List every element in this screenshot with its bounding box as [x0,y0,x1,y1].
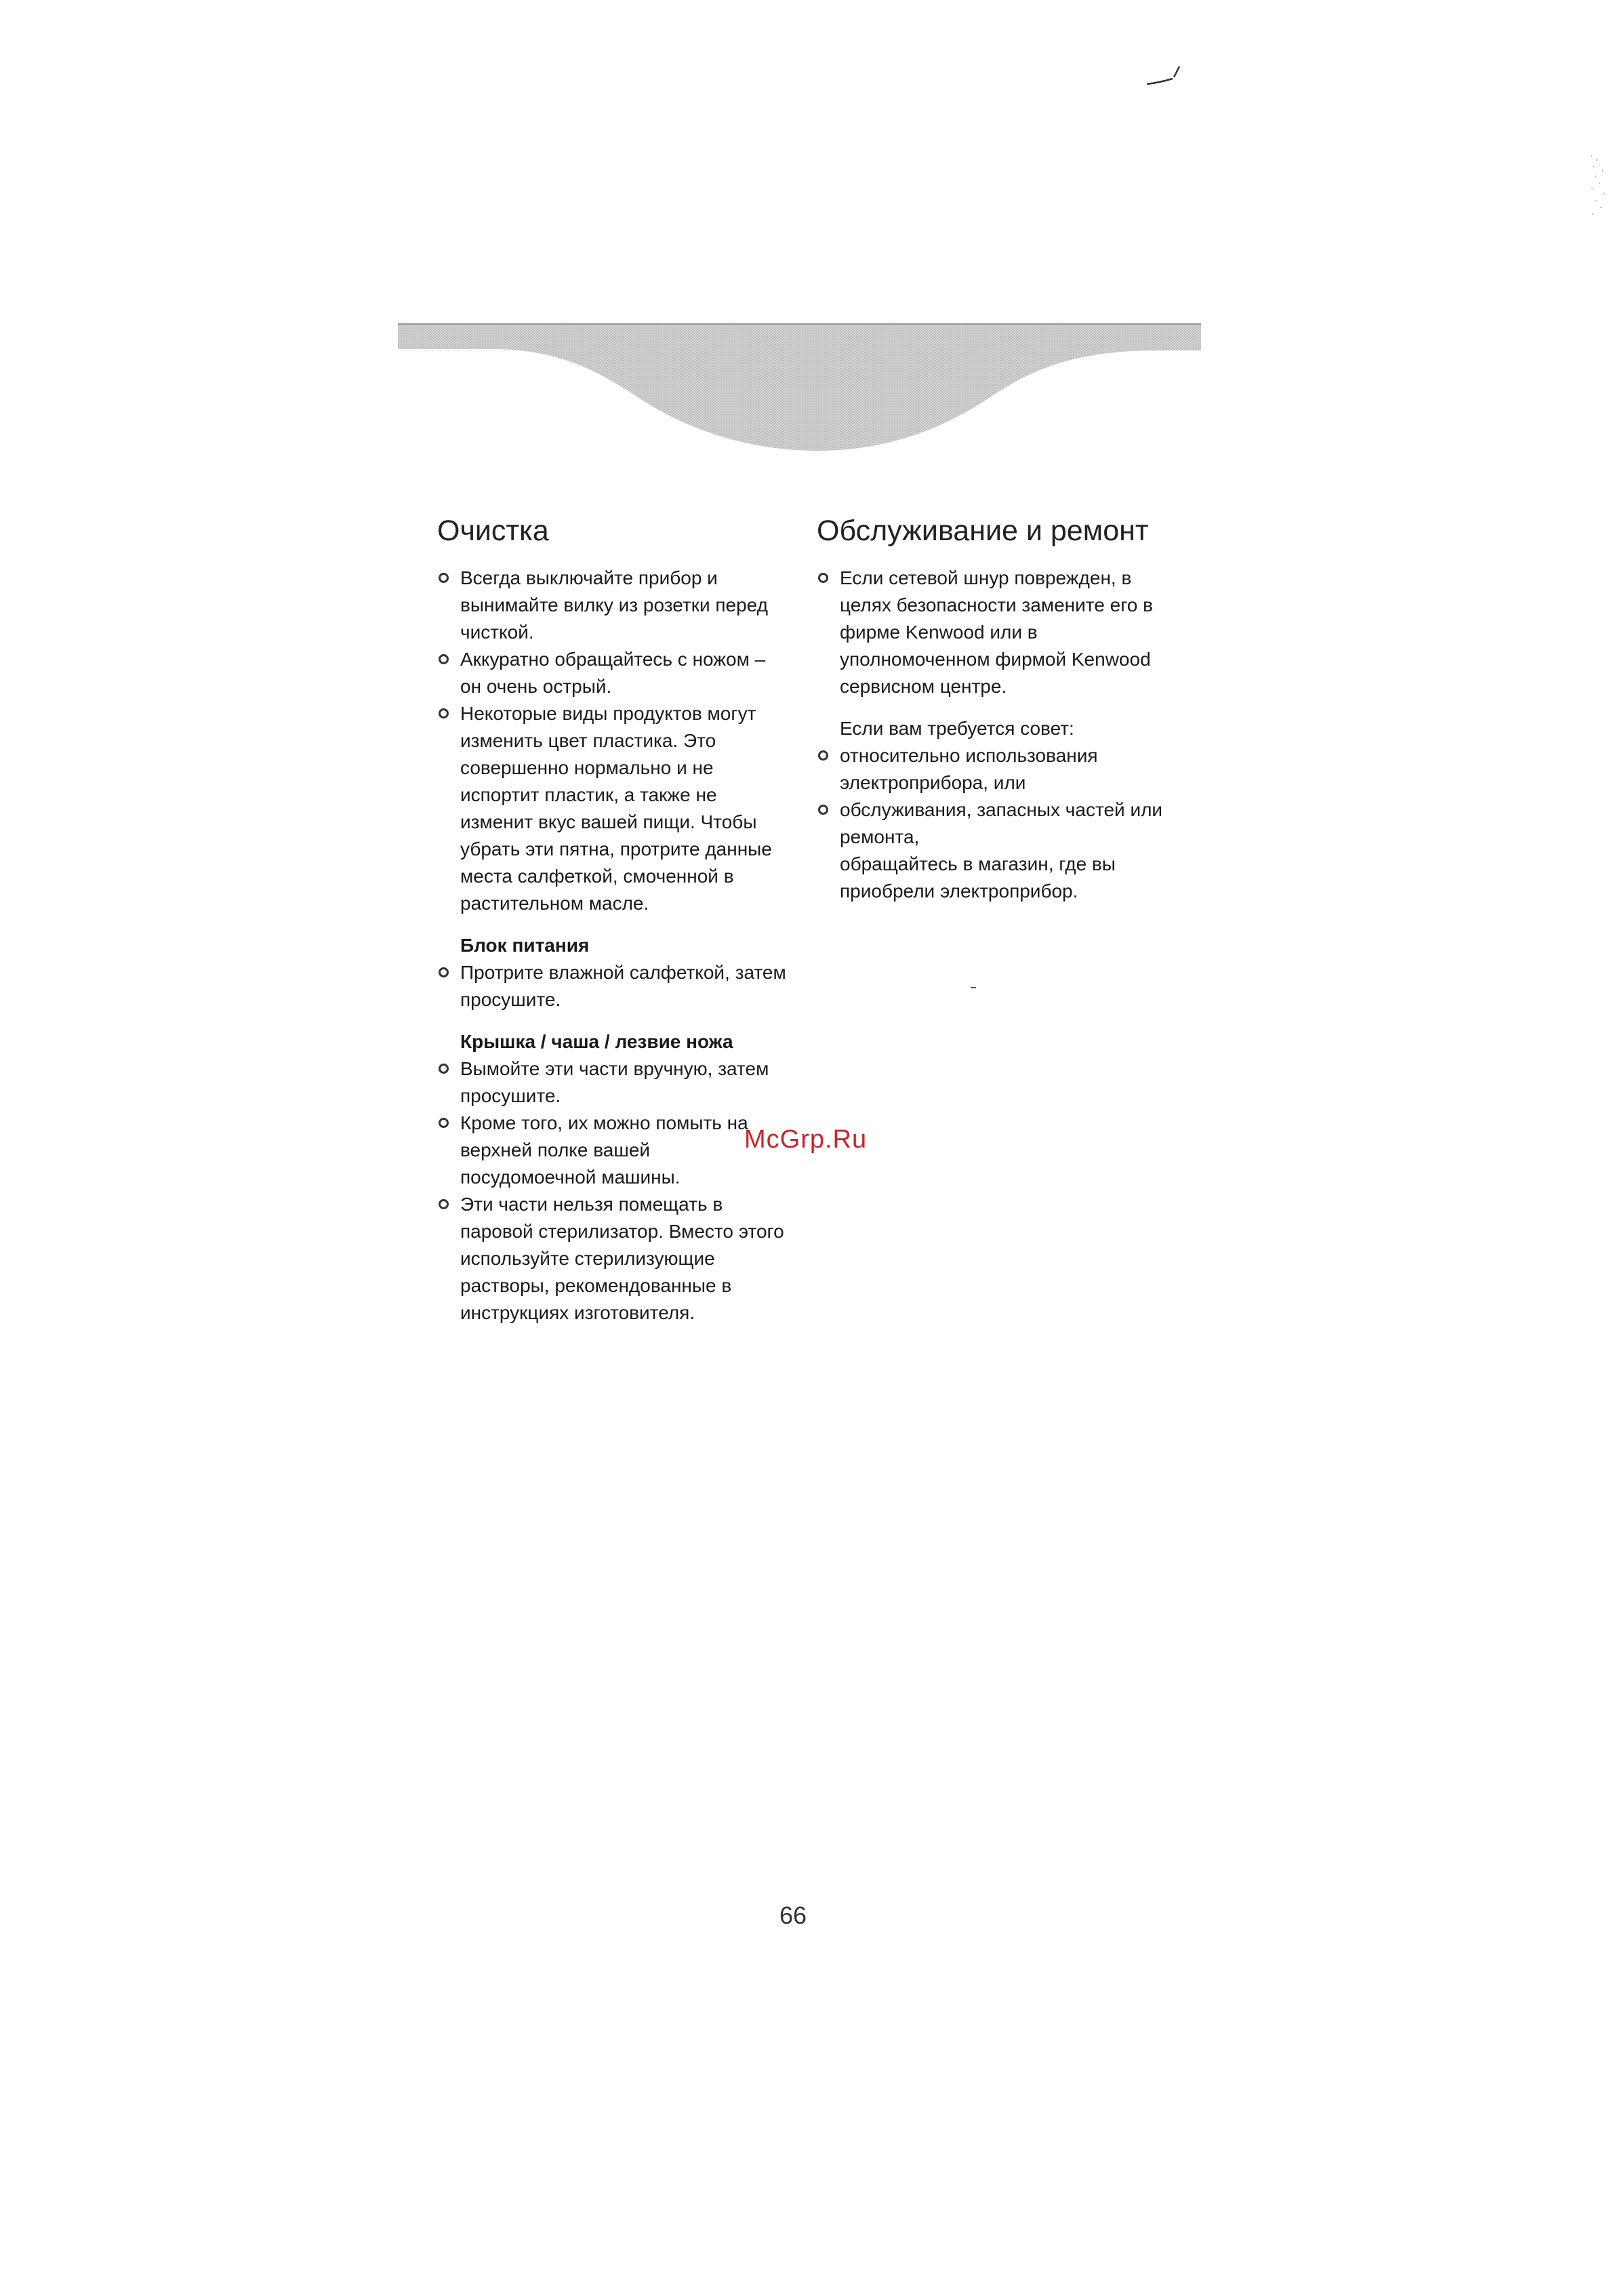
cleaning-section [437,512,790,1327]
bullet-icon [439,654,449,664]
power-unit-heading: Блок питания [460,935,590,956]
lid-bowl-blade-list [437,1055,790,1327]
list-item: обслуживания, запасных частей или ремонта, [817,796,1183,851]
page-number: 66 [779,1901,807,1929]
scan-edge-noise [1589,153,1610,220]
list-item: Аккуратно обращайтесь с ножом – он очень острый. [437,646,790,700]
cleaning-list [437,565,790,917]
bullet-icon [439,1118,449,1128]
power-unit-list [437,959,790,1013]
list-item: Если сетевой шнур поврежден, в целях безопасности замените его в фирме Kenwood или в уполномоченном фирмой Kenwood сервисном центре. [817,565,1183,700]
list-item: Эти части нельзя помещать в паровой стерилизатор. Вместо этого используйте стерилизующие растворы, рекомендованные в инструкциях изготовителя. [437,1191,790,1327]
list-item: Некоторые виды продуктов могут изменить цвет пластика. Это совершенно нормально и не испортит пластик, а также не изменит вкус вашей пищи. Чтобы убрать эти пятна, протрите данные места салфеткой, смоченной в растительном масле. [437,700,790,917]
bullet-icon [818,573,828,583]
bullet-icon [439,1064,449,1074]
cleaning-title: Очистка [437,514,549,547]
list-item: относительно использования электроприбора, или [817,742,1183,796]
advice-outro: обращайтесь в магазин, где вы приобрели электроприбор. [840,853,1116,902]
list-item: Протрите влажной салфеткой, затем просушите. [437,959,790,1013]
bullet-icon [818,750,828,761]
header-wave-graphic [398,322,1201,458]
list-item: Вымойте эти части вручную, затем просушите. [437,1055,790,1110]
bullet-icon [818,805,828,815]
advice-list [817,742,1183,851]
service-title: Обслуживание и ремонт [817,514,1149,547]
advice-intro: Если вам требуется совет: [840,718,1074,739]
list-item: Кроме того, их можно помыть на верхней полке вашей посудомоечной машины. [437,1110,790,1191]
lid-bowl-blade-heading: Крышка / чаша / лезвие ножа [460,1031,733,1052]
bullet-icon [439,967,449,977]
stray-mark [971,987,976,988]
watermark: McGrp.Ru [744,1125,868,1154]
bullet-icon [439,708,449,719]
bullet-icon [439,1199,449,1209]
bullet-icon [439,573,449,583]
list-item: Всегда выключайте прибор и вынимайте вилку из розетки перед чисткой. [437,565,790,646]
service-list [817,565,1183,700]
service-section [817,512,1183,905]
pen-mark-icon [1145,62,1186,89]
